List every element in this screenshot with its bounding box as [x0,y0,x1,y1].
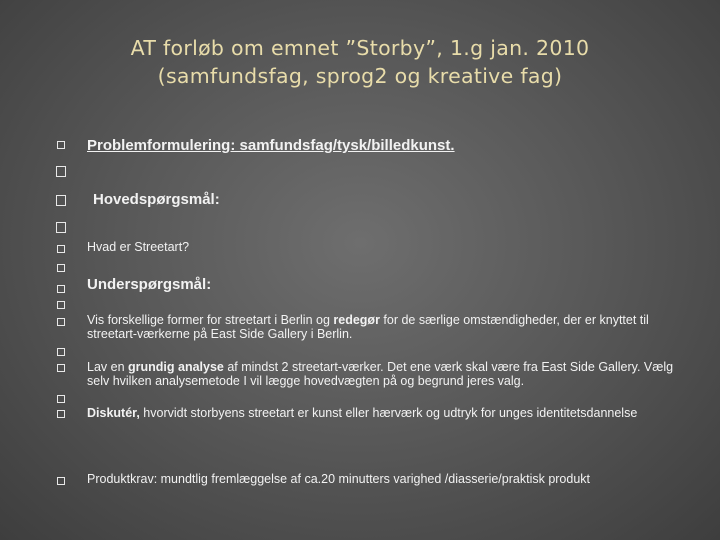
sub-question-2 [87,360,687,388]
sub-question-1-keyword: redegør [333,313,380,327]
main-question: Hvad er Streetart? [87,240,190,254]
sub-question-1 [87,313,687,341]
main-question-heading: Hovedspørgsmål: [93,191,220,208]
sub-question-2-text-b: af mindst 2 streetart-værker. Det ene værk skal være fra East Side Gallery. Vælg selv hvilken analysemetode I vil lægge hovedvægten på og begrund jeres valg. [87,360,674,388]
title-line-1: AT forløb om emnet ”Storby”, 1.g jan. 2010 [130,36,590,60]
sub-questions-heading: Underspørgsmål: [87,276,212,293]
square-bullet-icon [57,395,65,403]
square-bullet-icon [57,301,65,309]
sub-question-3-keyword: Diskutér, [87,406,140,420]
square-bullet-icon [57,285,65,293]
square-bullet-icon [57,318,65,326]
square-bullet-icon [57,364,65,372]
title-line-2: (samfundsfag, sprog2 og kreative fag) [157,64,563,88]
square-bullet-icon [56,222,66,233]
sub-question-1-text-a: Vis forskellige former for streetart i Berlin og [87,313,334,327]
square-bullet-icon [57,264,65,272]
square-bullet-icon [56,166,66,177]
square-bullet-icon [57,141,65,149]
sub-question-1-text-b: for de særlige omstændigheder, der er knyttet til streetart-værkerne på East Side Gallery i Berlin. [87,313,649,341]
sub-question-3-text: hvorvidt storbyens streetart er kunst eller hærværk og udtryk for unges identitetsdannelse [139,406,638,420]
square-bullet-icon [57,410,65,418]
square-bullet-icon [56,195,66,206]
sub-question-2-text-a: Lav en [87,360,129,374]
sub-question-3 [87,406,687,420]
square-bullet-icon [57,245,65,253]
product-requirements: Produktkrav: mundtlig fremlæggelse af ca.20 minutters varighed /diasserie/praktisk produkt [87,472,591,486]
slide-title [0,34,720,90]
square-bullet-icon [57,348,65,356]
sub-question-2-keyword: grundig analyse [128,360,224,374]
problem-statement: Problemformulering: samfundsfag/tysk/billedkunst. [87,137,455,154]
square-bullet-icon [57,477,65,485]
